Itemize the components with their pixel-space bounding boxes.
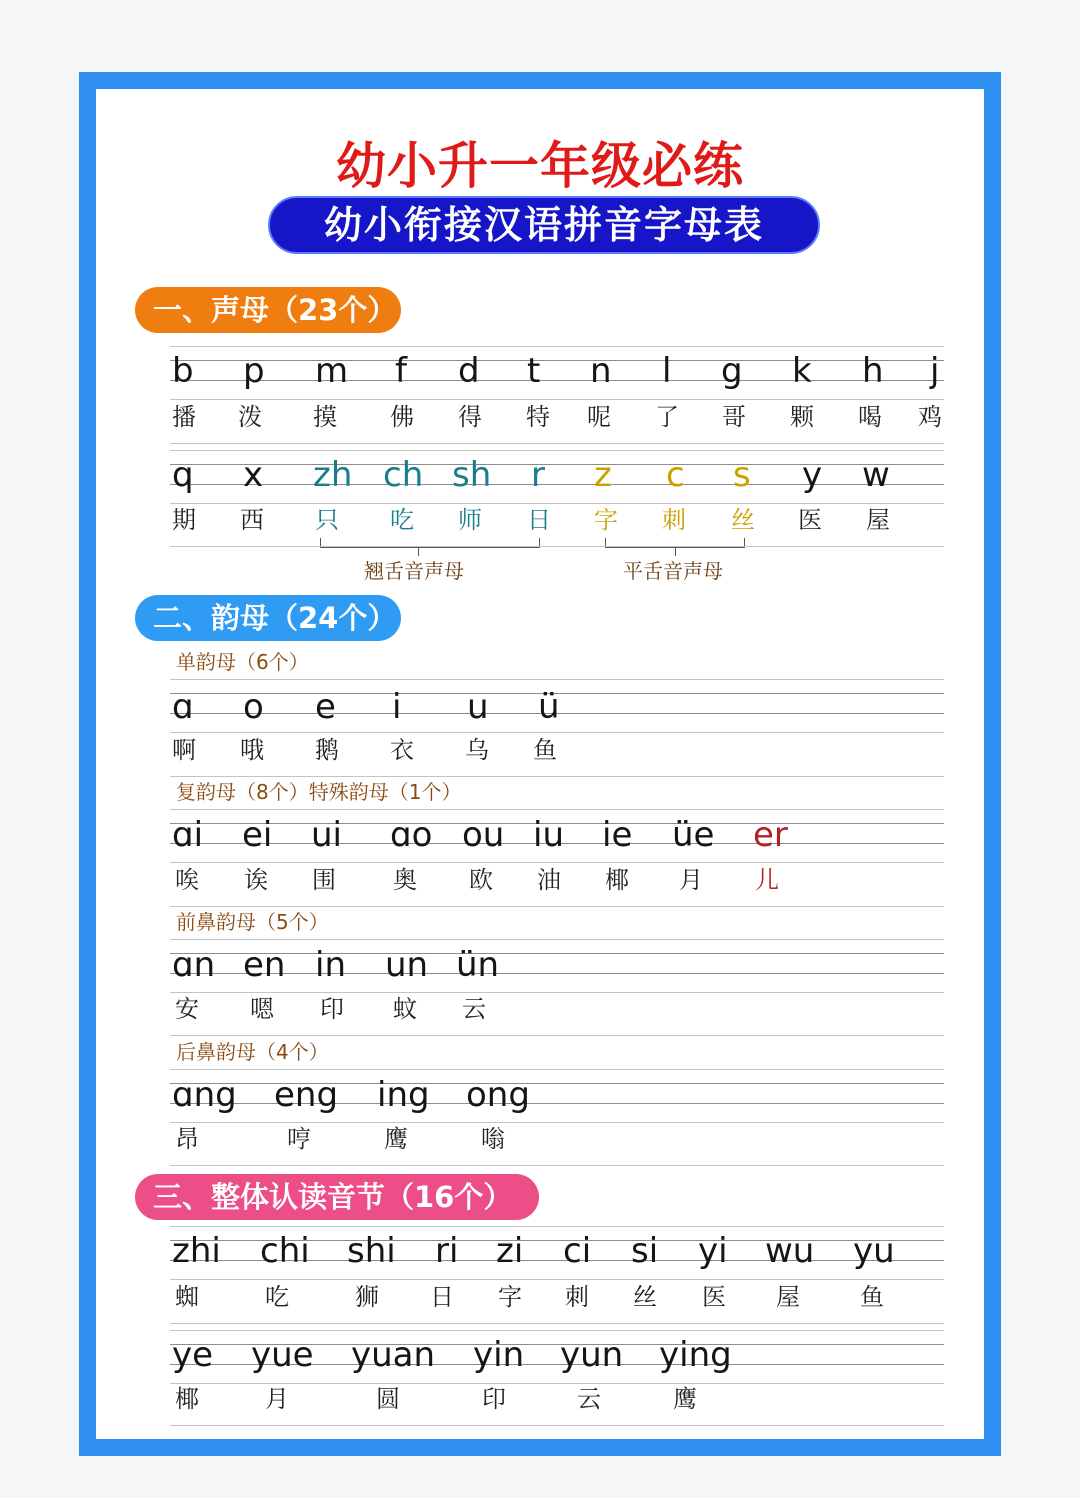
back-nasal-final-pinyin: ɑng (172, 1075, 237, 1115)
syllable-pinyin: shi (347, 1231, 396, 1271)
syllable-example-char: 医 (702, 1283, 726, 1311)
compound-final-example-char: 诶 (244, 866, 268, 894)
flat-tongue-group-label: 平舌音声母 (623, 559, 723, 583)
writing-line (170, 862, 944, 863)
back-nasal-final-pinyin: ing (377, 1075, 430, 1115)
syllable-pinyin: ye (172, 1335, 214, 1375)
initial-pinyin: b (172, 351, 194, 391)
subsection-simple-finals-label: 单韵母（6个） (176, 650, 309, 674)
initial-pinyin: w (862, 455, 890, 495)
writing-line (170, 1425, 944, 1426)
initial-example-char: 鸡 (918, 403, 942, 431)
front-nasal-final-pinyin: ün (456, 945, 500, 985)
syllable-pinyin: si (631, 1231, 659, 1271)
compound-final-pinyin: ɑi (172, 815, 204, 855)
simple-final-pinyin: ɑ (172, 687, 194, 727)
syllable-pinyin: chi (260, 1231, 310, 1271)
initial-example-char: 泼 (238, 403, 262, 431)
initial-example-char: 期 (172, 506, 196, 534)
flat-tongue-bracket-tick (675, 548, 676, 556)
initial-example-char: 特 (526, 403, 550, 431)
syllable-pinyin: yi (698, 1231, 728, 1271)
initial-example-char: 播 (172, 403, 196, 431)
back-nasal-final-example-char: 昂 (175, 1125, 199, 1153)
compound-final-example-char: 月 (679, 866, 703, 894)
front-nasal-final-pinyin: ɑn (172, 945, 216, 985)
back-nasal-final-example-char: 哼 (287, 1125, 311, 1153)
writing-line (170, 809, 944, 810)
syllable-pinyin: zi (496, 1231, 524, 1271)
syllable-pinyin: yuan (351, 1335, 436, 1375)
writing-line (170, 776, 944, 777)
initial-example-char: 吃 (390, 506, 414, 534)
writing-line (170, 1323, 944, 1324)
initial-example-char: 丝 (731, 506, 755, 534)
syllable-pinyin: yin (473, 1335, 525, 1375)
retroflex-bracket-tick (418, 548, 419, 556)
initial-example-char: 西 (240, 506, 264, 534)
initial-pinyin: h (862, 351, 884, 391)
initial-example-char: 了 (655, 403, 679, 431)
initial-example-char: 医 (798, 506, 822, 534)
page-title: 幼小升一年级必练 (336, 136, 744, 195)
writing-line (170, 1226, 944, 1227)
syllable-pinyin: yun (560, 1335, 624, 1375)
initial-example-char: 刺 (662, 506, 686, 534)
syllable-example-char: 蜘 (175, 1283, 199, 1311)
initial-pinyin: sh (452, 455, 492, 495)
compound-final-pinyin: ou (462, 815, 505, 855)
initial-pinyin: n (590, 351, 612, 391)
initial-pinyin: m (315, 351, 349, 391)
initial-example-char: 只 (315, 506, 339, 534)
front-nasal-final-example-char: 安 (175, 995, 199, 1023)
writing-line (170, 484, 944, 485)
compound-final-pinyin: ui (311, 815, 342, 855)
initial-example-char: 哥 (722, 403, 746, 431)
initial-pinyin: g (721, 351, 743, 391)
writing-line (170, 1330, 944, 1331)
syllable-pinyin: yue (251, 1335, 314, 1375)
writing-line (170, 732, 944, 733)
initial-example-char: 字 (594, 506, 618, 534)
writing-line (170, 906, 944, 907)
simple-final-example-char: 衣 (390, 736, 414, 764)
simple-final-pinyin: e (315, 687, 336, 727)
retroflex-group-label: 翘舌音声母 (364, 559, 464, 583)
initial-pinyin: z (594, 455, 612, 495)
initial-pinyin: x (243, 455, 264, 495)
simple-final-pinyin: o (243, 687, 264, 727)
compound-final-example-char: 儿 (755, 866, 779, 894)
subsection-back-nasal-label: 后鼻韵母（4个） (176, 1040, 329, 1064)
compound-final-example-char: 油 (537, 866, 561, 894)
initial-pinyin: k (792, 351, 812, 391)
subsection-compound-finals-label: 复韵母（8个）特殊韵母（1个） (176, 780, 462, 804)
subsection-front-nasal-label: 前鼻韵母（5个） (176, 910, 329, 934)
writing-line (170, 399, 944, 400)
front-nasal-final-pinyin: in (315, 945, 346, 985)
syllable-example-char: 屋 (776, 1283, 800, 1311)
writing-line (170, 380, 944, 381)
syllable-example-char: 云 (577, 1385, 601, 1413)
syllable-example-char: 丝 (633, 1283, 657, 1311)
syllable-example-char: 月 (265, 1385, 289, 1413)
syllable-example-char: 椰 (175, 1385, 199, 1413)
page-subtitle-banner: 幼小衔接汉语拼音字母表 (268, 196, 820, 254)
writing-line (170, 546, 944, 547)
initial-example-char: 师 (458, 506, 482, 534)
writing-line (170, 1069, 944, 1070)
syllable-example-char: 圆 (376, 1385, 400, 1413)
initial-pinyin: s (733, 455, 751, 495)
compound-final-pinyin: ei (242, 815, 273, 855)
syllable-example-char: 印 (482, 1385, 506, 1413)
syllable-example-char: 狮 (355, 1283, 379, 1311)
compound-final-example-char: 椰 (605, 866, 629, 894)
simple-final-pinyin: ü (538, 687, 560, 727)
writing-line (170, 679, 944, 680)
syllable-example-char: 鱼 (860, 1283, 884, 1311)
compound-final-pinyin: er (753, 815, 788, 855)
initial-pinyin: f (395, 351, 407, 391)
initial-pinyin: j (930, 351, 940, 391)
simple-final-pinyin: u (467, 687, 489, 727)
initial-example-char: 屋 (866, 506, 890, 534)
initial-pinyin: d (458, 351, 480, 391)
compound-final-example-char: 奥 (393, 866, 417, 894)
initial-pinyin: l (662, 351, 672, 391)
initial-example-char: 喝 (858, 403, 882, 431)
initial-example-char: 佛 (390, 403, 414, 431)
initial-pinyin: ch (383, 455, 424, 495)
initial-example-char: 得 (458, 403, 482, 431)
initial-pinyin: p (243, 351, 265, 391)
initial-example-char: 呢 (587, 403, 611, 431)
syllable-example-char: 日 (430, 1283, 454, 1311)
writing-line (170, 1122, 944, 1123)
syllable-example-char: 字 (498, 1283, 522, 1311)
syllable-pinyin: wu (765, 1231, 815, 1271)
simple-final-example-char: 哦 (240, 736, 264, 764)
writing-line (170, 1165, 944, 1166)
simple-final-example-char: 啊 (172, 736, 196, 764)
writing-line (170, 973, 944, 974)
initial-pinyin: q (172, 455, 194, 495)
simple-final-example-char: 鹅 (315, 736, 339, 764)
back-nasal-final-example-char: 鹰 (384, 1125, 408, 1153)
initial-pinyin: y (802, 455, 823, 495)
writing-line (170, 464, 944, 465)
initial-example-char: 颗 (790, 403, 814, 431)
syllable-example-char: 吃 (265, 1283, 289, 1311)
front-nasal-final-pinyin: un (385, 945, 429, 985)
writing-line (170, 1383, 944, 1384)
section-finals-header: 二、韵母（24个） (135, 595, 401, 641)
front-nasal-final-example-char: 蚊 (393, 995, 417, 1023)
front-nasal-final-example-char: 云 (462, 995, 486, 1023)
compound-final-example-char: 唉 (175, 866, 199, 894)
syllable-pinyin: ci (563, 1231, 592, 1271)
writing-line (170, 346, 944, 347)
writing-line (170, 360, 944, 361)
syllable-example-char: 刺 (565, 1283, 589, 1311)
section-initials-header: 一、声母（23个） (135, 287, 401, 333)
writing-line (170, 953, 944, 954)
simple-final-example-char: 乌 (465, 736, 489, 764)
initial-pinyin: t (527, 351, 541, 391)
initial-example-char: 摸 (313, 403, 337, 431)
back-nasal-final-pinyin: eng (274, 1075, 339, 1115)
writing-line (170, 503, 944, 504)
compound-final-pinyin: üe (672, 815, 715, 855)
writing-line (170, 939, 944, 940)
front-nasal-final-pinyin: en (243, 945, 286, 985)
back-nasal-final-example-char: 嗡 (481, 1125, 505, 1153)
syllable-example-char: 鹰 (673, 1385, 697, 1413)
writing-line (170, 1035, 944, 1036)
compound-final-pinyin: ie (602, 815, 633, 855)
writing-line (170, 1279, 944, 1280)
initial-example-char: 日 (527, 506, 551, 534)
compound-final-example-char: 欧 (469, 866, 493, 894)
initial-pinyin: c (666, 455, 685, 495)
compound-final-pinyin: ɑo (390, 815, 433, 855)
section-syllables-header: 三、整体认读音节（16个） (135, 1174, 539, 1220)
front-nasal-final-example-char: 印 (320, 995, 344, 1023)
initial-pinyin: zh (313, 455, 353, 495)
front-nasal-final-example-char: 嗯 (250, 995, 274, 1023)
writing-line (170, 450, 944, 451)
initial-pinyin: r (531, 455, 545, 495)
simple-final-pinyin: i (392, 687, 402, 727)
syllable-pinyin: ying (659, 1335, 732, 1375)
compound-final-example-char: 围 (312, 866, 336, 894)
syllable-pinyin: ri (435, 1231, 459, 1271)
writing-line (170, 443, 944, 444)
compound-final-pinyin: iu (533, 815, 564, 855)
writing-line (170, 992, 944, 993)
syllable-pinyin: yu (853, 1231, 895, 1271)
syllable-pinyin: zhi (172, 1231, 221, 1271)
back-nasal-final-pinyin: ong (466, 1075, 530, 1115)
simple-final-example-char: 鱼 (533, 736, 557, 764)
